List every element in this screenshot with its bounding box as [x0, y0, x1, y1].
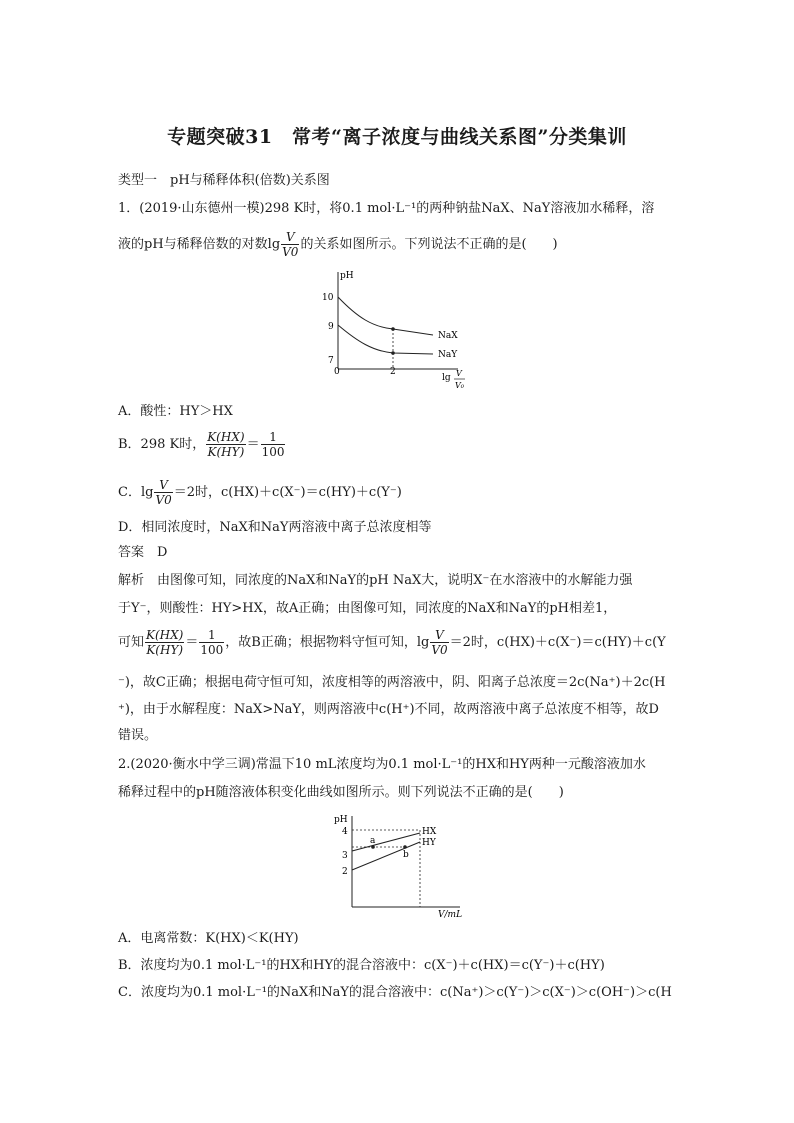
q1-explanation-line6: 错误。 — [118, 728, 158, 743]
nay-curve — [338, 325, 433, 354]
q1-explanation-line2: 于Y⁻，则酸性：HY>HX，故A正确；由图像可知，同浓度的NaX和NaY的pH相差1， — [118, 601, 617, 616]
q1-option-c: C．lg $\frac{V}{V0}$ ＝2时，c(HX)＋c(X⁻)＝c(HY)＋c(Y⁻) — [118, 478, 402, 507]
x-axis-label: lg — [442, 373, 451, 383]
y-tick-7: 7 — [328, 356, 334, 366]
q1-chart — [318, 266, 483, 391]
q2-option-c: C．浓度均为0.1 mol·L⁻¹的NaX和NaY的混合溶液中：c(Na⁺)＞c(Y⁻)＞c(X⁻)＞c(OH⁻)＞c(H — [118, 985, 672, 1000]
x-tick-2: 2 — [390, 367, 396, 377]
point-b — [403, 845, 407, 849]
q1-answer: 答案 D — [118, 545, 168, 560]
hy-label: HY — [422, 838, 436, 848]
section-heading: 类型一 pH与稀释体积(倍数)关系图 — [118, 173, 330, 188]
y-tick-9: 9 — [328, 322, 334, 332]
y-tick-2: 2 — [342, 867, 348, 877]
y-tick-3: 3 — [342, 851, 348, 861]
q1-stem-line1: 1．(2019·山东德州一模)298 K时，将0.1 mol·L⁻¹的两种钠盐NaX、NaY溶液加水稀释，溶 — [118, 201, 655, 216]
q1-explanation-line1: 解析 由图像可知，同浓度的NaX和NaY的pH NaX大，说明X⁻在水溶液中的水解能力强 — [118, 573, 633, 588]
hx-label: HX — [422, 827, 437, 837]
q1-explanation-line4: ⁻)，故C正确；根据电荷守恒可知，浓度相等的两溶液中，阴、阳离子总浓度＝2c(Na⁺)＋2c(H — [118, 675, 666, 690]
point-b-label: b — [403, 850, 409, 860]
q2-option-b: B．浓度均为0.1 mol·L⁻¹的HX和HY的混合溶液中：c(X⁻)＋c(HX)＝c(Y⁻)＋c(HY) — [118, 958, 605, 973]
x-axis-frac-num: V — [456, 369, 462, 378]
point-nay — [391, 351, 395, 355]
point-a-label: a — [370, 836, 376, 846]
q2-chart — [330, 810, 475, 922]
q1-explanation-line3: 可知 $\frac{K(HX)}{K(HY)}$ ＝ $\frac{1}{100}$ ，故B正确；根据物料守恒可知，lg $\frac{V}{V0}$ ＝2时，c(HX)＋c(X⁻)＝c(HY)＋c(Y — [118, 628, 666, 657]
y-tick-4: 4 — [342, 827, 348, 837]
x-axis-label: V/mL — [438, 910, 463, 920]
q1-explanation-line5: ⁺)，由于水解程度：NaX>NaY，则两溶液中c(H⁺)不同，故两溶液中离子总浓度不相等，故D — [118, 702, 659, 717]
q2-option-a: A．电离常数：K(HX)＜K(HY) — [118, 931, 299, 946]
q1-option-b: B．298 K时， $\frac{K(HX)}{K(HY)}$ ＝ $\frac{1}{100}$ — [118, 430, 285, 459]
q2-stem-line2: 稀释过程中的pH随溶液体积变化曲线如图所示。则下列说法不正确的是( ) — [118, 785, 564, 800]
nax-label: NaX — [438, 331, 458, 341]
x-tick-0: 0 — [334, 367, 340, 377]
nay-label: NaY — [438, 350, 458, 360]
y-axis-label: pH — [340, 271, 354, 281]
q1-option-a: A．酸性：HY＞HX — [118, 404, 233, 419]
y-tick-10: 10 — [322, 293, 334, 303]
q1-stem-line2: 液的pH与稀释倍数的对数lg $\frac{V}{V0}$ 的关系如图所示。下列说法不正确的是( ) — [118, 230, 558, 259]
hx-line — [352, 833, 420, 851]
hy-line — [352, 842, 420, 870]
fraction-v-v0: $\frac{V}{V0}$ — [282, 230, 299, 259]
q1-option-d: D．相同浓度时，NaX和NaY两溶液中离子总浓度相等 — [118, 520, 432, 535]
page-title: 专题突破31 常考“离子浓度与曲线关系图”分类集训 — [167, 126, 627, 148]
y-axis-label: pH — [334, 815, 348, 825]
nax-curve — [338, 297, 433, 335]
q2-stem-line1: 2.(2020·衡水中学三调)常温下10 mL浓度均为0.1 mol·L⁻¹的HX和HY两种一元酸溶液加水 — [118, 757, 646, 772]
point-nax — [391, 327, 395, 331]
x-axis-frac-den: V₀ — [455, 381, 464, 390]
